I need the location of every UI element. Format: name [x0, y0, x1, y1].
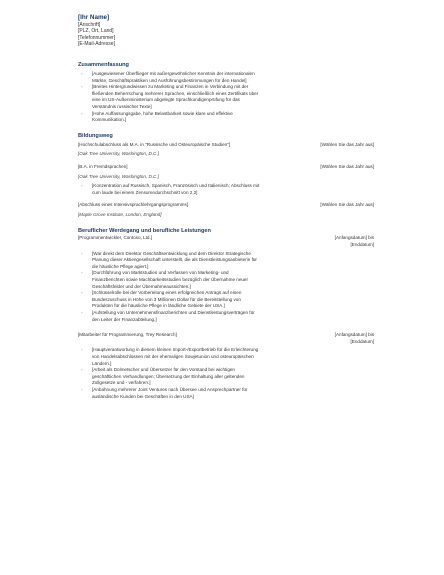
phone-field[interactable]: [Telefonnummer] — [78, 34, 116, 41]
end-date-field[interactable]: [Enddatum] — [350, 338, 374, 344]
start-date-field[interactable]: [Anfangsdatum] bis — [334, 332, 374, 338]
bullet-icon: ▫ — [81, 84, 83, 90]
degree-field[interactable]: [B.A. in Fremdsprachen] — [78, 163, 128, 169]
job-title-field[interactable]: [Programmentwickler, Contoso, Ltd.] — [78, 235, 153, 241]
education-entry — [78, 202, 374, 224]
bullet-line: fließenden Beherrschung mehrerer Sprachen, einschließlich eines Zertifikats über — [92, 90, 259, 96]
summary-list — [78, 71, 374, 124]
bullet-icon: ▫ — [81, 270, 83, 276]
city-field[interactable]: [PLZ, Ort, Land] — [78, 28, 114, 35]
end-date-field[interactable]: [Enddatum] — [350, 242, 374, 248]
bullet-line: Produkten für die häusliche Pflege in ländliche Gebiete der USA.] — [92, 303, 225, 309]
bullet-line: eine im US-Außenministerium abgelegte Sprachkundigenprüfung für das — [92, 97, 240, 103]
address-field[interactable]: [Anschrift] — [78, 21, 101, 28]
bullet-line: Kommunikation.] — [92, 117, 127, 123]
bullet-icon: ▫ — [81, 290, 83, 296]
job-entry — [78, 332, 374, 409]
degree-field[interactable]: [Abschluss eines Intensivsprachlehrgangsprogramms] — [78, 202, 189, 208]
education-row — [78, 202, 374, 209]
year-field[interactable]: [Wählen Sie das Jahr aus] — [320, 202, 374, 208]
bullet-line: [Durchführung von Marktstudien und Verfassen von Marketing- und — [92, 270, 229, 276]
education-heading: Bildungsweg — [78, 132, 113, 139]
bullet-icon: ▫ — [81, 250, 83, 256]
institution-field[interactable]: [Maple Grove Institute, London, England] — [78, 211, 162, 217]
year-field[interactable]: [Wählen Sie das Jahr aus] — [320, 141, 374, 147]
job-entry — [78, 235, 374, 332]
bullet-item[interactable] — [78, 290, 374, 310]
bullet-item[interactable] — [78, 84, 374, 110]
bullet-line: [Schlüsselrolle bei der Vorbereitung eines erfolgreichen Antrags auf einen — [92, 290, 242, 296]
bullet-line: [Breites Hintergrundwissen zu Marketing und Finanzen in Verbindung mit der — [92, 84, 249, 90]
resume-content — [78, 14, 374, 409]
bullet-icon: ▫ — [81, 70, 83, 76]
bullet-line: Geschäftsfelder und der Übernahmeaussichten.] — [92, 283, 191, 289]
header-block — [78, 14, 374, 48]
summary-heading: Zusammenfassung — [78, 61, 129, 68]
bullet-line: die häusliche Pflege agiert.] — [92, 263, 149, 269]
bullet-icon: ▫ — [81, 386, 83, 392]
bullet-line: Zollgesetze und - verfahren.] — [92, 380, 151, 386]
name-field[interactable]: [Ihr Name] — [78, 14, 110, 21]
institution-field[interactable]: [Oak Tree University, Washington, D.C.] — [78, 173, 159, 179]
bullet-item[interactable] — [78, 111, 374, 124]
education-row — [78, 142, 374, 149]
education-entry — [78, 142, 374, 164]
bullet-line: von Handelsabschlüssen mit der ehemaligen Sowjetunion und osteuropäischen — [92, 353, 254, 359]
bullet-icon: ▫ — [81, 183, 83, 189]
bullet-line: [Konzentration auf Russisch, Spanisch, Französisch und Italienisch; Abschluss mit — [92, 183, 260, 189]
bullet-line: Bundeszuschuss in Höhe von 3 Millionen Dollar für die Bereitstellung von — [92, 296, 241, 302]
bullet-line: [War direkt dem Direktor Geschäftsentwicklung und dem Direktor Strategische — [92, 250, 251, 256]
contact-block — [78, 22, 374, 48]
institution-field[interactable]: [Oak Tree University, Washington, D.C.] — [78, 151, 159, 157]
bullet-line: cum laude bei einem Zensurendurchschnitt von 2,2] — [92, 189, 198, 195]
email-field[interactable]: [E-Mail-Adresse] — [78, 41, 115, 48]
bullet-line: [Arbeit als Dolmetscher und Übersetzer für den Vorstand bei wichtigen — [92, 367, 235, 373]
bullet-line: Märkte, Geschäftspraktiken und Ausführungsbestimmungen für den Handel] — [92, 77, 247, 83]
bullet-line: [Hohe Auffassungsgabe, hohe Belastbarkeit sowie klare und effektive — [92, 110, 233, 116]
year-field[interactable]: [Wählen Sie das Jahr aus] — [320, 163, 374, 169]
bullet-line: [Ausgewiesener Überflieger mit außergewöhnlicher Kenntnis der internationalen — [92, 70, 255, 76]
bullet-line: Finanzberichten sowie Machbarkeitsstudien bezüglich der Übernahme neuer — [92, 277, 249, 283]
bullet-icon: ▫ — [81, 367, 83, 373]
bullet-line: Ländern.] — [92, 360, 112, 366]
education-row — [78, 164, 374, 171]
bullet-line: Verständnis russischer Texte] — [92, 103, 152, 109]
bullet-icon: ▫ — [81, 347, 83, 353]
bullet-item[interactable] — [78, 71, 374, 84]
bullet-item[interactable] — [78, 387, 374, 400]
education-list — [78, 142, 374, 225]
bullet-item[interactable] — [78, 347, 374, 367]
bullet-line: [Hauptverantwortung in diesem kleinen Import-/Exportbetrieb für die Erleichterung — [92, 347, 259, 353]
bullet-line: [Aufstellung von Unternehmensfinanzberichten und Dienstleistungsverträgen für — [92, 310, 255, 315]
bullet-line: ausländische Kunden bei Geschäften in den USA] — [92, 393, 194, 399]
bullet-item[interactable] — [78, 310, 374, 323]
bullet-icon: ▫ — [81, 110, 83, 116]
start-date-field[interactable]: [Anfangsdatum] bis — [334, 235, 374, 241]
job-row — [78, 332, 374, 345]
bullet-icon: ▫ — [81, 310, 83, 315]
bullet-item[interactable] — [78, 270, 374, 290]
bullet-item[interactable] — [78, 251, 374, 271]
bullet-line: den Leiter der Finanzabteilung.] — [92, 316, 157, 322]
job-dates — [335, 332, 374, 345]
experience-list — [78, 235, 374, 409]
bullet-line: [Anbahnung mehrerer Joint Ventures nach Übersee und Ansprechpartner für — [92, 386, 248, 392]
job-title-field[interactable]: [Mitarbeiter für Programmierung, Trey Research] — [78, 332, 177, 338]
bullet-item[interactable] — [78, 367, 374, 387]
job-row — [78, 235, 374, 248]
bullet-line: geschäftlichen Verhandlungen; Übersetzung der Einhaltung aller geltenden — [92, 373, 245, 379]
education-entry — [78, 164, 374, 202]
degree-field[interactable]: [Hochschulabschluss als M.A. in "Russische und Osteuropäische Studien"] — [78, 141, 231, 147]
experience-heading: Beruflicher Werdegang und berufliche Leistungen — [78, 228, 211, 235]
job-dates — [335, 235, 374, 248]
bullet-line: Planung dieser Aktiengesellschaft unterstellt, die als Dienstleistungsanbieterin für — [92, 257, 257, 263]
bullet-item[interactable] — [78, 183, 374, 196]
